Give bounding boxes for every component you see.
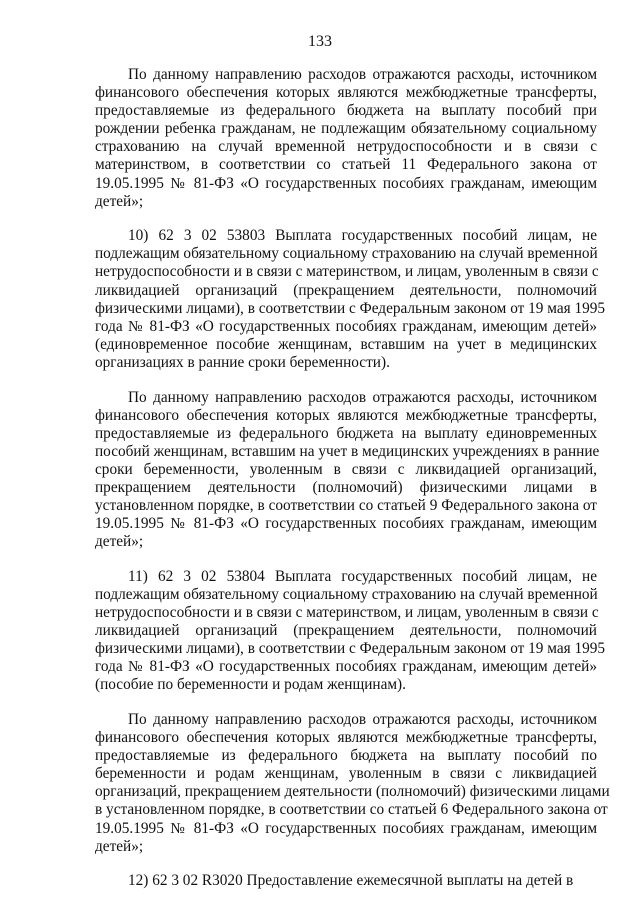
paragraph-line: года № 81-ФЗ «О государственных пособиях гражданам, имеющим детей» [95,317,597,335]
paragraph-line: детей»; [95,533,144,551]
paragraph-line: 12) 62 3 02 R3020 Предоставление ежемесячной выплаты на детей в [128,872,574,890]
paragraph-line: организациях в ранние сроки беременности). [95,353,390,371]
paragraph-line: финансового обеспечения которых являются межбюджетные трансферты, [95,729,597,747]
paragraph-line: подлежащим обязательному социальному страхованию на случай временной [95,585,598,603]
paragraph-line: установленном порядке, в соответствии со статьей 9 Федерального закона от [95,497,597,515]
paragraph-line: 11) 62 3 02 53804 Выплата государственных пособий лицам, не [128,567,597,585]
document-body [95,66,610,907]
paragraph-line: физическими лицами), в соответствии с Федеральным законом от 19 мая 1995 [95,299,606,317]
paragraph-line: в установленном порядке, в соответствии со статьей 6 Федерального закона от [95,801,608,819]
paragraph-line: финансового обеспечения которых являются межбюджетные трансферты, [95,84,597,102]
paragraph-line: (единовременное пособие женщинам, вставшим на учет в медицинских [95,335,597,353]
paragraph-line: 19.05.1995 № 81-ФЗ «О государственных пособиях гражданам, имеющим [95,819,597,837]
paragraph-line: организаций, прекращением деятельности (полномочий) физическими лицами [95,783,610,801]
paragraph-line: материнством, в соответствии со статьей 11 Федерального закона от [95,156,597,174]
paragraph-line: сроки беременности, уволенным в связи с ликвидацией организаций, [95,460,597,478]
paragraph-line: нетрудоспособности и в связи с материнством, и лицам, уволенным в связи с [95,604,599,622]
paragraph-line: подлежащим обязательному социальному страхованию на случай временной [95,245,598,263]
paragraph-line: детей»; [95,837,144,855]
paragraph-line: финансового обеспечения которых являются межбюджетные трансферты, [95,406,597,424]
paragraph-line: пособий женщинам, вставшим на учет в медицинских учреждениях в ранние [95,442,600,460]
paragraph-line: рождении ребенка гражданам, не подлежащим обязательному социальному [95,120,597,138]
paragraph-line: страхованию на случай временной нетрудоспособности и в связи с [95,138,597,156]
paragraph-line: По данному направлению расходов отражаются расходы, источником [128,388,597,406]
paragraph-line: беременности и родам женщинам, уволенным в связи с ликвидацией [95,765,597,783]
paragraph-line: предоставляемые из федерального бюджета на выплату единовременных [95,424,597,442]
paragraph-line: предоставляемые из федерального бюджета на выплату пособий при [95,102,597,120]
paragraph-line: По данному направлению расходов отражаются расходы, источником [128,711,597,728]
paragraph-line: (пособие по беременности и родам женщинам). [95,676,406,694]
paragraph [95,872,597,890]
paragraph [95,388,600,552]
page-number: 133 [308,33,332,50]
paragraph [95,66,597,211]
paragraph-line: 19.05.1995 № 81-ФЗ «О государственных пособиях гражданам, имеющим [95,515,597,533]
paragraph [95,567,606,695]
paragraph-line: года № 81-ФЗ «О государственных пособиях гражданам, имеющим детей» [95,658,597,676]
paragraph [95,227,606,372]
paragraph-line: предоставляемые из федерального бюджета на выплату пособий по [95,747,597,765]
paragraph [95,711,610,856]
paragraph-line: По данному направлению расходов отражаются расходы, источником [128,66,597,83]
paragraph-line: ликвидацией организаций (прекращением деятельности, полномочий [95,622,597,640]
paragraph-line: физическими лицами), в соответствии с Федеральным законом от 19 мая 1995 [95,640,606,658]
paragraph-line: детей»; [95,192,144,210]
paragraph-line: нетрудоспособности и в связи с материнством, и лицам, уволенным в связи с [95,263,599,281]
paragraph-line: прекращением деятельности (полномочий) физическими лицами в [95,478,597,496]
paragraph-line: ликвидацией организаций (прекращением деятельности, полномочий [95,281,597,299]
paragraph-line: 19.05.1995 № 81-ФЗ «О государственных пособиях гражданам, имеющим [95,174,597,192]
paragraph-line: 10) 62 3 02 53803 Выплата государственных пособий лицам, не [128,227,597,245]
